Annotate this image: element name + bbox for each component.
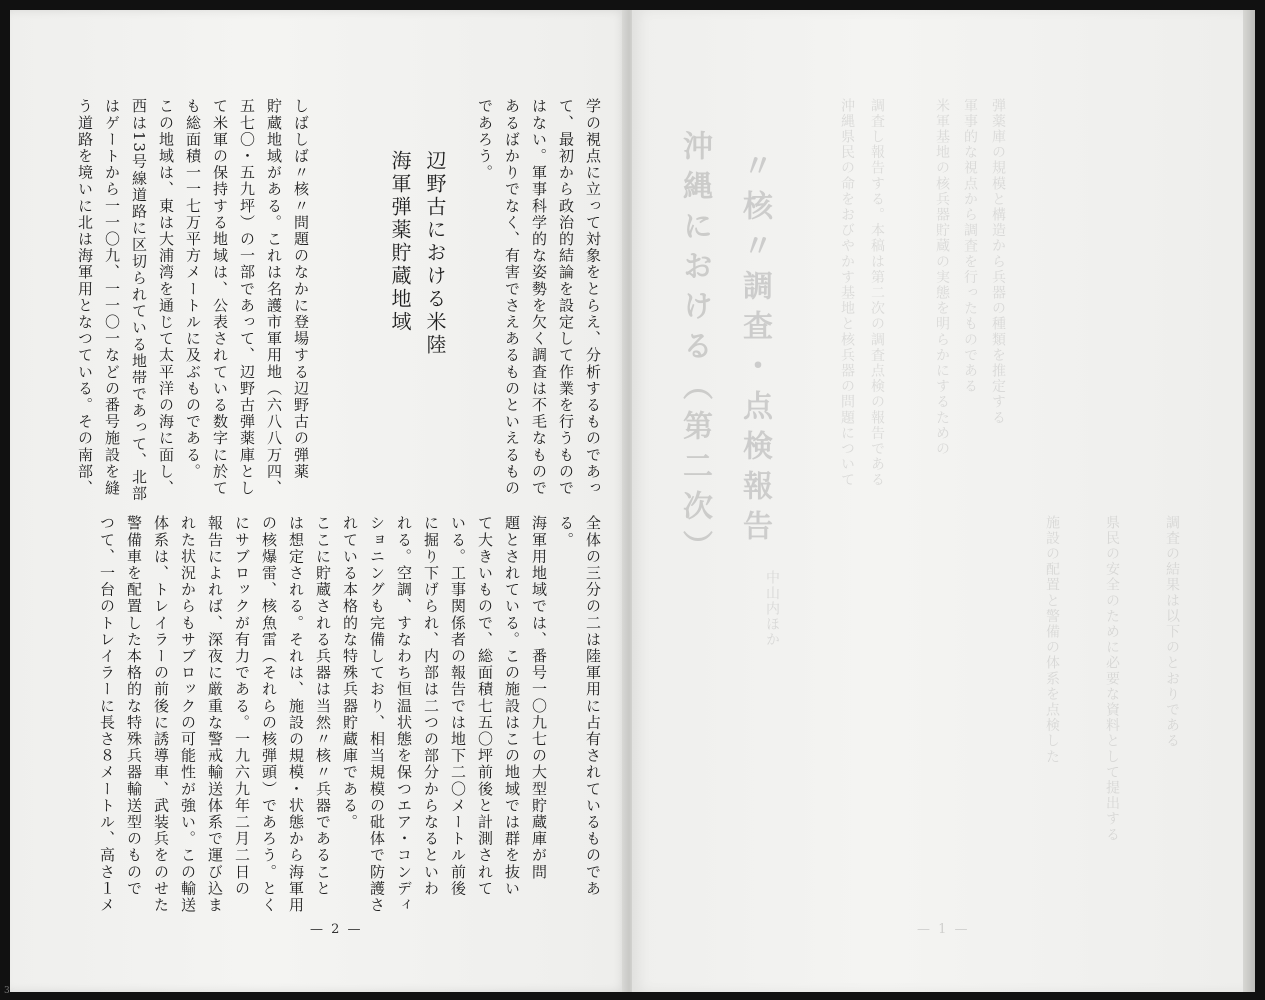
text-column: はない。軍事科学的な姿勢を欠く調査は不毛なもので (530, 98, 548, 497)
text-column: つて、一台のトレイラーに長さ８メートル、高さ１メ (98, 515, 116, 914)
text-column: であろう。 (476, 98, 494, 181)
text-column: は想定される。それは、施設の規模・状態から海軍用 (287, 515, 305, 914)
text-column: はゲートから一一〇九、一一〇一などの番号施設を縫 (103, 98, 121, 497)
text-column: 海軍用地域では、番号一〇九七の大型貯蔵庫が問 (530, 515, 548, 881)
text-column: ここに貯蔵される兵器は当然〃核〃兵器であること (314, 515, 332, 897)
text-column: れる。空調、すなわち恒温状態を保つエア・コンディ (395, 515, 413, 914)
text-column: ショニングも完備しており、相当規模の砒体で防護さ (368, 515, 386, 914)
page-edge (1243, 10, 1255, 992)
text-column: れた状況からもサブロックの可能性が強い。この輸送 (179, 515, 197, 914)
text-column: れている本格的な特殊兵器貯蔵庫である。 (341, 515, 359, 831)
right-page (632, 10, 1244, 992)
text-column: て、最初から政治的結論を設定して作業を行うもので (557, 98, 575, 497)
text-column: て大きいもので、総面積七五〇坪前後と計測されて (476, 515, 494, 897)
ghost-column: 施設の配置と警備の体系を点検した (1044, 515, 1060, 765)
text-column: 全体の三分の二は陸軍用に占有されているものであ (584, 515, 602, 897)
text-column: いる。工事関係者の報告では地下二〇メートル前後 (449, 515, 467, 897)
text-column: 五七〇・五九坪）の一部であって、辺野古弾薬庫とし (238, 98, 256, 497)
document-spread (10, 10, 1255, 992)
text-column: 報告によれば、深夜に厳重な警戒輸送体系で運び込ま (206, 515, 224, 914)
text-column: 警備車を配置した本格的な特殊兵器輸送型のもので (125, 515, 143, 897)
section-heading: 辺野古における米陸 (423, 150, 447, 357)
ghost-column: 弾薬庫の規模と構造から兵器の種類を推定する (990, 98, 1006, 426)
text-column: る。 (557, 515, 575, 549)
text-column: 西は13号線道路に区切られている地帯であって、北部 (130, 98, 148, 503)
corner-mark: 3 (4, 986, 10, 996)
ghost-author: 中山内ほか (764, 570, 780, 648)
text-column: 学の視点に立って対象をとらえ、分析するものであっ (584, 98, 602, 497)
text-column: 題とされている。この施設はこの地域では群を抜い (503, 515, 521, 897)
text-column: う道路を境いに北は海軍用となつている。その南部、 (76, 98, 94, 497)
ghost-column: 調査し報告する。本稿は第二次の調査点検の報告である (869, 98, 885, 488)
ghost-column: 県民の安全のために必要な資料として提出する (1104, 515, 1120, 843)
text-column: て米軍の保持する地域は、公表されている数字に於て (211, 98, 229, 497)
text-column: しばしば〃核〃問題のなかに登場する辺野古の弾薬 (292, 98, 310, 480)
ghost-title: 〃核〃調査・点検報告 (737, 150, 772, 550)
text-column: も総面積一一七万平方メートルに及ぶものである。 (184, 98, 202, 480)
text-column: 体系は、トレイラーの前後に誘導車、武装兵をのせた (152, 515, 170, 914)
text-column: の核爆雷、核魚雷（それらの核弾頭）であろう。とく (260, 515, 278, 914)
text-column: 貯蔵地域がある。これは名護市軍用地（六八八万四、 (265, 98, 283, 497)
ghost-title: 沖縄における（第二次） (677, 130, 712, 570)
section-heading: 海軍弾薬貯蔵地域 (388, 150, 412, 334)
text-column: この地域は、東は大浦湾を通じて太平洋の海に面し、 (157, 98, 175, 497)
ghost-column: 米軍基地の核兵器貯蔵の実態を明らかにするための (934, 98, 950, 457)
ghost-column: 軍事的な視点から調査を行ったものである (962, 98, 978, 395)
page-number: — 2 — (310, 922, 363, 937)
text-column: あるばかりでなく、有害でさえあるものといえるもの (503, 98, 521, 497)
text-column: にサブロックが有力である。一九六九年二月二日の (233, 515, 251, 897)
ghost-column: 調査の結果は以下のとおりである (1164, 515, 1180, 749)
text-column: に掘り下げられ、内部は二つの部分からなるといわ (422, 515, 440, 897)
ghost-column: 沖縄県民の命をおびやかす基地と核兵器の問題について (839, 98, 855, 488)
ghost-page-number: — 1 — (917, 922, 970, 937)
left-page (10, 10, 628, 992)
